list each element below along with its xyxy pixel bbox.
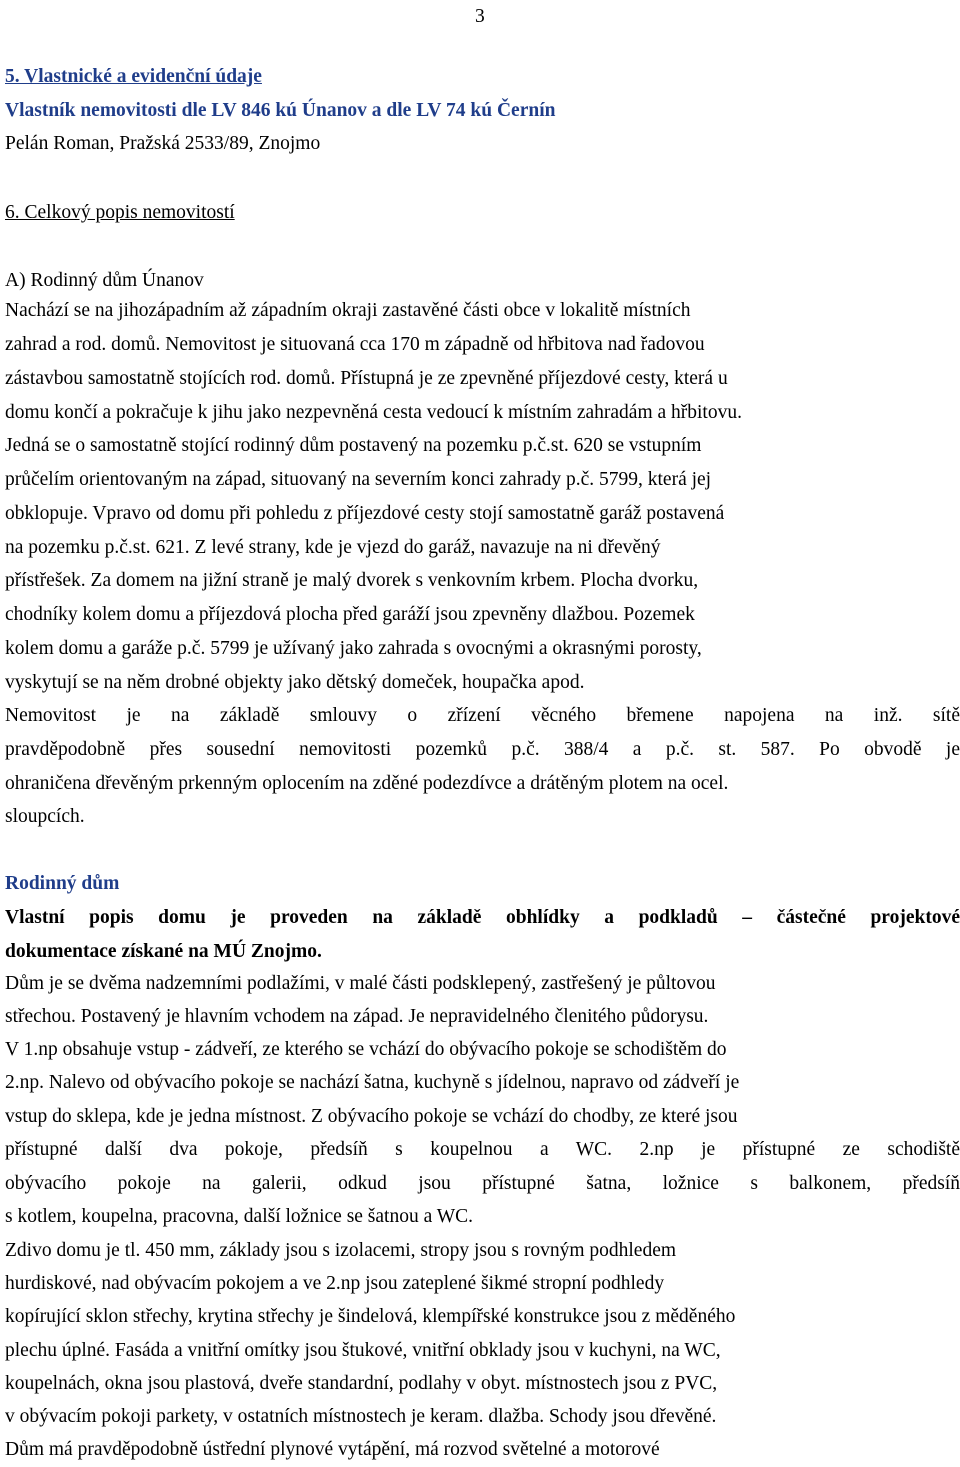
owner-line: Vlastník nemovitosti dle LV 846 kú Únanov a dle LV 74 kú Černín [5,100,556,121]
section-5-heading: 5. Vlastnické a evidenční údaje [5,66,262,87]
s6-line-6: obklopuje. Vpravo od domu při pohledu z příjezdové cesty stojí samostatně garáž postavená [5,503,725,524]
s6-line-0: Nachází se na jihozápadním až západním okraji zastavěné části obce v lokalitě místních [5,300,691,321]
section-6-heading: 6. Celkový popis nemovitostí [5,202,235,223]
s6-line-8: přístřešek. Za domem na jižní straně je malý dvorek s venkovním krbem. Plocha dvorku, [5,570,699,591]
s6-line-11: vyskytují se na něm drobné objekty jako dětský domeček, houpačka apod. [5,672,585,693]
rd-line-8: Zdivo domu je tl. 450 mm, základy jsou s izolacemi, stropy jsou s rovným podhledem [5,1240,677,1261]
s6-line-7: na pozemku p.č.st. 621. Z levé strany, kde je vjezd do garáž, navazuje na ni dřevěný [5,537,661,558]
rd-line-3: 2.np. Nalevo od obývacího pokoje se nachází šatna, kuchyně s jídelnou, napravo od zádveří je [5,1072,740,1093]
rd-line-2: V 1.np obsahuje vstup - zádveří, ze kterého se vchází do obývacího pokoje se schodištěm do [5,1039,727,1060]
rd-line-0: Dům je se dvěma nadzemními podlažími, v malé části podsklepený, zastřešený je půltovou [5,973,716,994]
rd-line-11: plechu úplné. Fasáda a vnitřní omítky jsou štukové, vnitřní obklady jsou v kuchyni, na WC, [5,1340,721,1361]
page-number: 3 [475,6,485,27]
s6-line-3: domu končí a pokračuje k jihu jako nezpevněná cesta vedoucí k místním zahradám a hřbitovu. [5,402,742,423]
rd-line-1: střechou. Postavený je hlavním vchodem na západ. Je nepravidelného členitého půdorysu. [5,1006,709,1027]
s6-line-9: chodníky kolem domu a příjezdová plocha před garáží jsou zpevněny dlažbou. Pozemek [5,604,695,625]
rd-line-4: vstup do sklepa, kde je jedna místnost. Z obývacího pokoje se vchází do chodby, ze které jsou [5,1106,738,1127]
s6-line-14: ohraničena dřevěným prkenným oplocením na zděné podezdívce a drátěným plotem na ocel. [5,773,729,794]
s6-line-10: kolem domu a garáže p.č. 5799 je užívaný jako zahrada s ovocnými a okrasnými porosty, [5,638,702,659]
s6-line-12: Nemovitost je na základě smlouvy o zřízení věcného břemene napojena na inž. sítě [5,705,960,726]
s6-line-1: zahrad a rod. domů. Nemovitost je situovaná cca 170 m západně od hřbitova nad řadovou [5,334,705,355]
rodinny-dum-bold-line-1: Vlastní popis domu je proveden na základě obhlídky a podkladů – částečné projektové [5,907,960,928]
rd-line-9: hurdiskové, nad obývacím pokojem a ve 2.np jsou zateplené šikmé stropní podhledy [5,1273,665,1294]
rodinny-dum-bold-line-2: dokumentace získané na MÚ Znojmo. [5,941,322,962]
owner-name: Pelán Roman, Pražská 2533/89, Znojmo [5,133,321,154]
rd-line-7: s kotlem, koupelna, pracovna, další ložnice se šatnou a WC. [5,1206,474,1227]
rd-line-13: v obývacím pokoji parkety, v ostatních místnostech je keram. dlažba. Schody jsou dřevěné. [5,1406,717,1427]
s6-line-2: zástavbou samostatně stojících rod. domů. Přístupná je ze zpevněné příjezdové cesty, která u [5,368,728,389]
s6-line-4: Jedná se o samostatně stojící rodinný dům postavený na pozemku p.č.st. 620 se vstupním [5,435,702,456]
s6-line-13: pravděpodobně přes sousední nemovitosti pozemků p.č. 388/4 a p.č. st. 587. Po obvodě je [5,739,960,760]
rodinny-dum-heading: Rodinný dům [5,873,120,894]
rd-line-10: kopírující sklon střechy, krytina střechy je šindelová, klempířské konstrukce jsou z měděného [5,1306,736,1327]
s6-line-15: sloupcích. [5,806,85,827]
rd-line-6: obývacího pokoje na galerii, odkud jsou přístupné šatna, ložnice s balkonem, předsíň [5,1173,960,1194]
section-6-subheading: A) Rodinný dům Únanov [5,270,204,291]
s6-line-5: průčelím orientovaným na západ, situovaný na severním konci zahrady p.č. 5799, která jej [5,469,712,490]
rd-line-12: koupelnách, okna jsou plastová, dveře standardní, podlahy v obyt. místnostech jsou z PVC, [5,1373,718,1394]
rd-line-5: přístupné další dva pokoje, předsíň s koupelnou a WC. 2.np je přístupné ze schodiště [5,1139,960,1160]
rd-line-14: Dům má pravděpodobně ústřední plynové vytápění, má rozvod světelné a motorové [5,1439,660,1460]
